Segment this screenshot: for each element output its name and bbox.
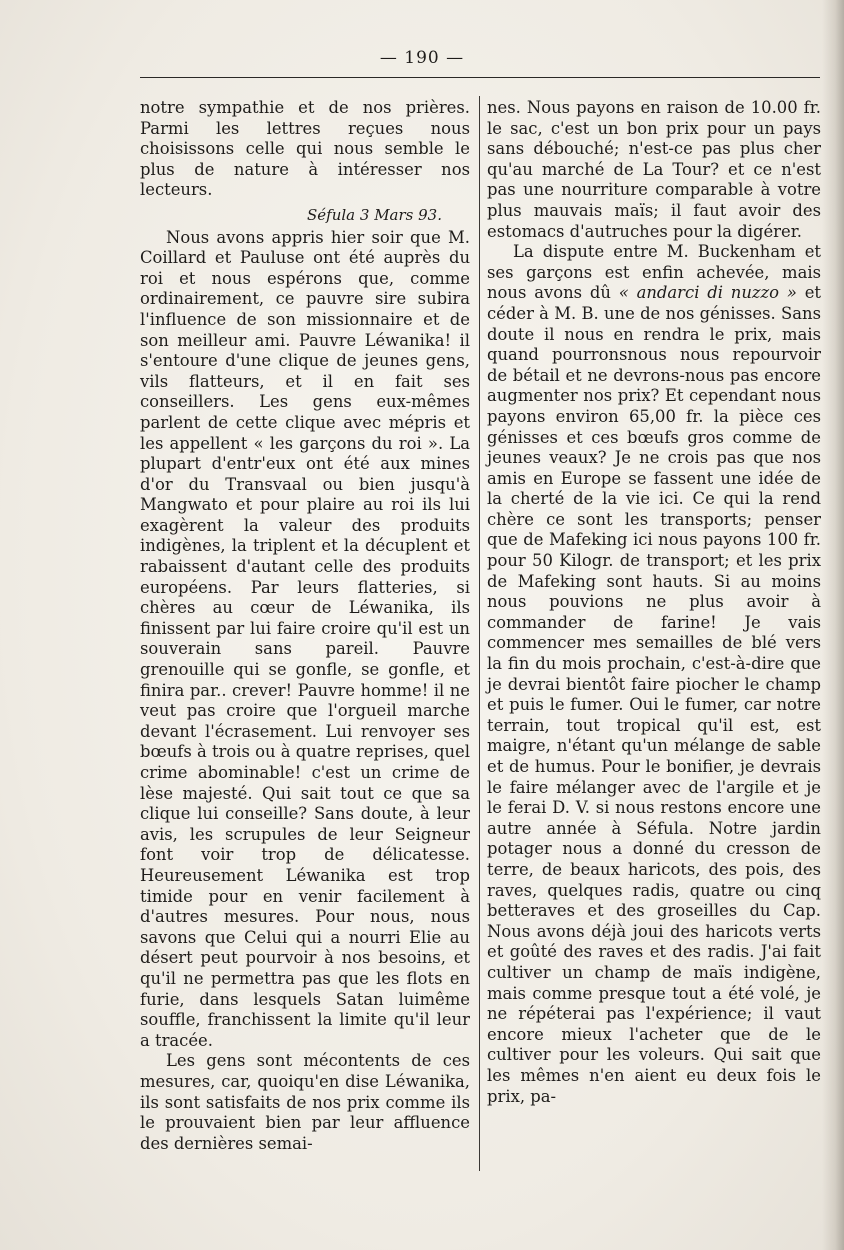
right-column — [487, 98, 821, 1107]
left-column — [140, 98, 470, 1154]
right-paragraph-2-rest: et céder à M. B. une de nos génisses. Sans doute il nous en rendra le prix, mais quand pourronsnous nous repourvoir de bétail et ne devrons-nous pas encore augmenter nos prix? Et cependant nous payons environ 65,00 fr. la pièce ces génisses et ces bœufs gros comme de jeunes veaux? Je ne crois pas que nos amis en Europe se fassent une idée de la cherté de la vie ici. Ce qui la rend chère ce sont les transports; penser que de Mafeking ici nous payons 100 fr. pour 50 Kilogr. de transport; et les prix de Mafeking sont hauts. Si au moins nous pouvions ne plus avoir à commander de farine! Je vais commencer mes semailles de blé vers la fin du mois prochain, c'est-à-dire que je devrai bientôt faire piocher le champ et puis le fumer. Oui le fumer, car notre terrain, tout tropical qu'il est, est maigre, n'étant qu'un mélange de sable et de humus. Pour le bonifier, je devrais le faire mélanger avec de l'argile et je le ferai D. V. si nous restons encore une autre année à Séfula. Notre jardin potager nous a donné du cresson de terre, de beaux haricots, des pois, des raves, quelques radis, quatre ou cinq betteraves et des groseilles du Cap. Nous avons déjà joui des haricots verts et goûté des raves et des radis. J'ai fait cultiver un champ de maïs indigène, mais comme presque tout a été volé, je ne répéterai pas l'expérience; il vaut encore mieux l'acheter que de le cultiver pour les voleurs. Qui sait que les mêmes n'en aient eu deux fois le prix, pa- — [487, 283, 821, 1106]
right-paragraph-2 — [487, 242, 821, 1107]
left-paragraph-3: Les gens sont mécontents de ces mesures, car, quoiqu'en dise Léwanika, ils sont satisfaits de nos prix comme ils le prouvaient bien par leur affluence des dernières semai- — [140, 1051, 470, 1153]
page-edge-shadow — [822, 0, 844, 1250]
header-rule — [140, 77, 820, 78]
right-paragraph-2-start: La dispute entre M. Buckenham et ses garçons est enfin achevée, mais nous avons dû — [487, 242, 821, 303]
left-paragraph-2: Nous avons appris hier soir que M. Coillard et Pauluse ont été auprès du roi et nous espérons que, comme ordinairement, ce pauvre sire subira l'influence de son missionnaire et de son meilleur ami. Pauvre Léwanika! il s'entoure d'une clique de jeunes gens, vils flatteurs, et il en fait ses conseillers. Les gens eux-mêmes parlent de cette clique avec mépris et les appellent « les garçons du roi ». La plupart d'entr'eux ont été aux mines d'or du Transvaal ou bien jusqu'à Mangwato et pour plaire au roi ils lui exagèrent la valeur des produits indigènes, la triplent et la décuplent et rabaissent d'autant celle des produits européens. Par leurs flatteries, si chères au cœur de Léwanika, ils finissent par lui faire croire qu'il est un souverain sans pareil. Pauvre grenouille qui se gonfle, se gonfle, et finira par.. crever! Pauvre homme! il ne veut pas croire que l'orgueil marche devant l'écrasement. Lui renvoyer ses bœufs à trois ou à quatre reprises, quel crime abominable! c'est un crime de lèse majesté. Qui sait tout ce que sa clique lui conseille? Sans doute, à leur avis, les scrupules de leur Seigneur font voir trop de délicatesse. Heureusement Léwanika est trop timide pour en venir facilement à d'autres mesures. Pour nous, nous savons que Celui qui a nourri Elie au désert peut pourvoir à nos besoins, et qu'il ne permettra pas que les flots en furie, dans lesquels Satan luimême souffle, franchissent la limite qu'il leur a tracée. — [140, 227, 470, 1050]
page-number: — 190 — — [379, 48, 465, 68]
dateline: Séfula 3 Mars 93. — [307, 205, 442, 224]
right-paragraph-1: nes. Nous payons en raison de 10.00 fr. le sac, c'est un bon prix pour un pays sans débouché; n'est-ce pas plus cher qu'au marché de La Tour? et ce n'est pas une nourriture comparable à votre plus mauvais maïs; il faut avoir des estomacs d'autruches pour la digérer. — [487, 98, 821, 241]
column-divider — [479, 96, 480, 1171]
italian-phrase: « andarci di nuzzo » — [618, 283, 797, 303]
left-paragraph-1: notre sympathie et de nos prières. Parmi les lettres reçues nous choisissons celle qui nous semble le plus de nature à intéresser nos lecteurs. — [140, 98, 470, 200]
